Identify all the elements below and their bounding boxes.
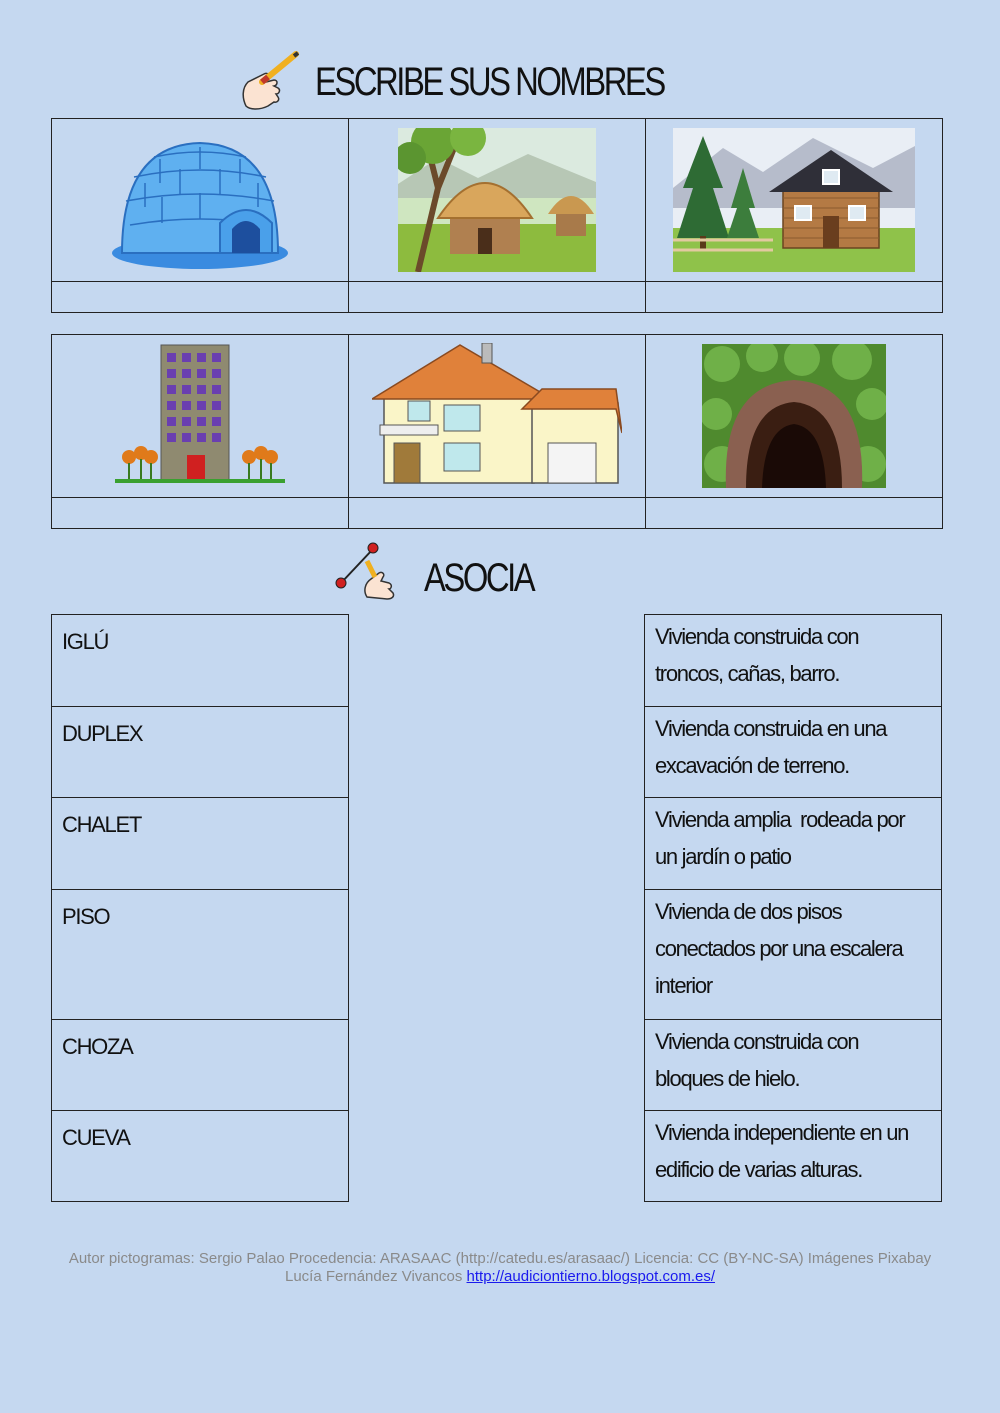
word-cell[interactable] [51,797,349,890]
answer-cell[interactable] [349,498,646,529]
word-label: CUEVA [62,1125,130,1150]
credits-line-2 [0,1268,1000,1286]
definition-line: conectados por una escalera [655,936,903,961]
picture-cell-chalet [646,119,943,282]
igloo-image [110,125,290,275]
picture-cell-hut [349,119,646,282]
definition-line: Vivienda construida en una [655,716,887,741]
definition-cell[interactable] [644,1110,942,1202]
definition-line: bloques de hielo. [655,1066,800,1091]
connect-dots-icon [333,539,399,601]
definition-line: interior [655,973,712,998]
definition-cell[interactable] [644,1019,942,1111]
chalet-image [673,128,915,272]
word-cell[interactable] [51,1110,349,1202]
apartment-building-image [115,343,285,489]
definition-line: Vivienda construida con [655,1029,859,1054]
answer-cell[interactable] [52,282,349,313]
answer-cell[interactable] [349,282,646,313]
picture-cell-apartment [52,335,349,498]
word-label: CHOZA [62,1034,133,1059]
word-label: CHALET [62,812,141,837]
word-cell[interactable] [51,614,349,707]
word-cell[interactable] [51,706,349,798]
credits-line: Autor pictogramas: Sergio Palao Procedencia: ARASAAC (http://catedu.es/arasaac/) Licencia: CC (BY-NC-SA) Imágenes Pixabay [68,1250,932,1267]
picture-grid-1 [51,118,943,313]
answer-cell[interactable] [646,498,943,529]
duplex-house-image [372,343,622,489]
definition-cell[interactable] [644,614,942,707]
writing-hand-icon [238,50,302,112]
hut-image [398,128,596,272]
word-cell[interactable] [51,889,349,1020]
definition-line: un jardín o patio [655,844,791,869]
definition-cell[interactable] [644,706,942,798]
author-name: Lucía Fernández Vivancos [285,1268,467,1285]
definition-cell[interactable] [644,889,942,1020]
word-label: IGLÚ [62,629,109,654]
picture-grid-2 [51,334,943,529]
cave-image [702,344,886,488]
picture-cell-igloo [52,119,349,282]
associate-title: ASOCIA [424,556,534,600]
answer-cell[interactable] [52,498,349,529]
definition-line: Vivienda independiente en un [655,1120,909,1145]
definition-line: Vivienda amplia rodeada por [655,807,905,832]
page-title: ESCRIBE SUS NOMBRES [315,60,664,104]
answer-cell[interactable] [646,282,943,313]
definition-cell[interactable] [644,797,942,890]
definition-line: Vivienda construida con [655,624,859,649]
definition-line: edificio de varias alturas. [655,1157,863,1182]
definition-line: excavación de terreno. [655,753,849,778]
definition-line: Vivienda de dos pisos [655,899,842,924]
blog-link[interactable]: http://audiciontierno.blogspot.com.es/ [466,1268,715,1285]
definition-line: troncos, cañas, barro. [655,661,840,686]
word-cell[interactable] [51,1019,349,1111]
word-label: PISO [62,904,110,929]
picture-cell-cave [646,335,943,498]
word-label: DUPLEX [62,721,143,746]
picture-cell-duplex [349,335,646,498]
credits-footer [0,1250,1000,1286]
